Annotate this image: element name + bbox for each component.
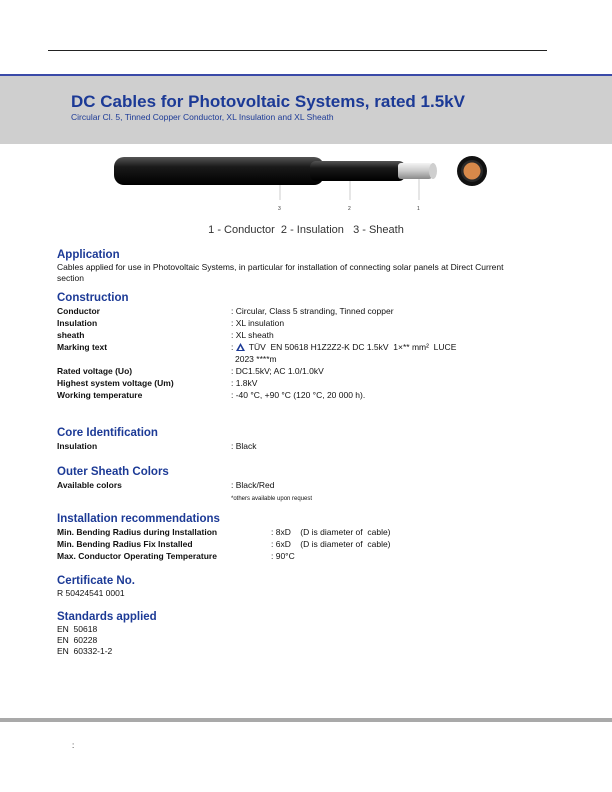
construction-row-marking — [57, 341, 557, 365]
outer-sheath-title: Outer Sheath Colors — [57, 466, 169, 478]
bottom-rule — [0, 718, 612, 722]
standard-item: EN 60332-1-2 — [57, 646, 113, 656]
figure-caption: 1 - Conductor 2 - Insulation 3 - Sheath — [208, 224, 404, 236]
installation-row-max-temperature — [57, 550, 557, 562]
cable-insulation — [310, 161, 405, 181]
row-value: : Circular, Class 5 stranding, Tinned copper — [231, 306, 394, 316]
row-value: : 1.8kV — [231, 378, 258, 388]
cable-cross-section — [457, 156, 487, 186]
core-identification-title: Core Identification — [57, 427, 158, 439]
certificate-title: Certificate No. — [57, 575, 135, 587]
marking-text: TÜV EN 50618 H1Z2Z2-K DC 1.5kV 1×** mm² LUCE — [248, 342, 457, 352]
marking-colon: : — [231, 342, 234, 352]
header-banner — [0, 74, 612, 144]
installation-row-bending-fixed — [57, 538, 557, 550]
marking-text-continued: 2023 ****m — [235, 354, 277, 364]
row-label: Min. Bending Radius Fix Installed — [57, 539, 193, 549]
figure-label-3: 3 — [278, 206, 281, 212]
row-label: Insulation — [57, 441, 98, 451]
top-rule — [48, 50, 547, 51]
standards-title: Standards applied — [57, 611, 157, 623]
figure-label-2: 2 — [348, 206, 351, 212]
row-label: Rated voltage (Uo) — [57, 366, 133, 376]
application-title: Application — [57, 249, 120, 261]
construction-row-temperature — [57, 389, 557, 401]
installation-row-bending-install — [57, 526, 557, 538]
row-value: : Black — [231, 441, 257, 451]
construction-row-rated-voltage — [57, 365, 557, 377]
cable-conductor — [398, 163, 437, 179]
cable-illustration — [110, 150, 500, 216]
core-identification-row — [57, 440, 557, 452]
construction-row-conductor — [57, 305, 557, 317]
row-label: sheath — [57, 330, 85, 340]
outer-sheath-note: *others available upon request — [231, 496, 313, 502]
cable-sheath — [114, 157, 324, 185]
spec-content — [57, 248, 557, 657]
row-value: : 90°C — [271, 551, 295, 561]
row-label: Conductor — [57, 306, 100, 316]
standard-item: EN 60228 — [57, 635, 98, 645]
construction-row-insulation — [57, 317, 557, 329]
application-text: Cables applied for use in Photovoltaic Systems, in particular for installation of connecting solar panels at Direct Current section — [57, 262, 504, 283]
row-value: : -40 °C, +90 °C (120 °C, 20 000 h). — [231, 390, 366, 400]
row-label: Max. Conductor Operating Temperature — [57, 551, 217, 561]
outer-sheath-row — [57, 479, 557, 491]
row-value — [231, 341, 456, 365]
construction-title: Construction — [57, 292, 129, 304]
row-value: : 6xD (D is diameter of cable) — [271, 539, 391, 549]
construction-row-system-voltage — [57, 377, 557, 389]
row-value: : Black/Red — [231, 480, 275, 490]
page-title: DC Cables for Photovoltaic Systems, rated 1.5kV — [71, 92, 465, 111]
row-label: Working temperature — [57, 390, 143, 400]
certificate-number: R 50424541 0001 — [57, 588, 125, 598]
row-value: : DC1.5kV; AC 1.0/1.0kV — [231, 366, 324, 376]
row-label: Min. Bending Radius during Installation — [57, 527, 218, 537]
row-label: Available colors — [57, 480, 122, 490]
row-value: : XL insulation — [231, 318, 285, 328]
row-label: Insulation — [57, 318, 98, 328]
figure-label-1: 1 — [417, 206, 420, 212]
row-value: : 8xD (D is diameter of cable) — [271, 527, 391, 537]
installation-title: Installation recommendations — [57, 513, 220, 525]
construction-row-sheath — [57, 329, 557, 341]
row-label: Highest system voltage (Um) — [57, 378, 174, 388]
row-label: Marking text — [57, 342, 108, 352]
standard-item: EN 50618 — [57, 624, 98, 634]
row-value: : XL sheath — [231, 330, 274, 340]
page-subtitle: Circular Cl. 5, Tinned Copper Conductor, XL Insulation and XL Sheath — [71, 112, 334, 122]
tuv-triangle-icon — [236, 343, 245, 351]
footer-text: : — [72, 741, 75, 750]
